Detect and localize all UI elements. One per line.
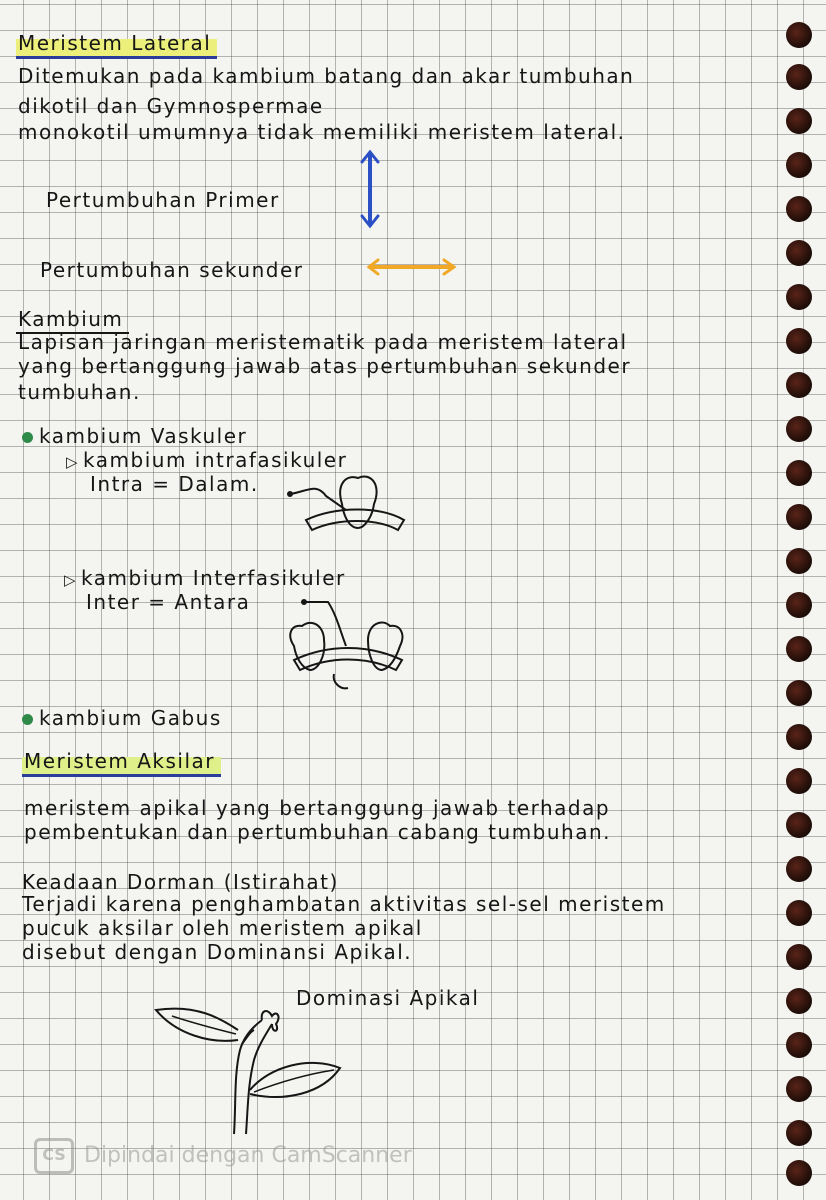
binder-hole — [786, 460, 812, 486]
binder-hole — [786, 988, 812, 1014]
binder-hole — [786, 812, 812, 838]
binder-hole — [786, 1160, 812, 1186]
text-line: monokotil umumnya tidak memiliki meristem lateral. — [18, 120, 626, 144]
binder-hole — [786, 372, 812, 398]
horizontal-arrow-icon — [366, 256, 458, 278]
binder-hole — [786, 1076, 812, 1102]
text-line: tumbuhan. — [18, 380, 141, 404]
text-line: Lapisan jaringan meristematik pada meristem lateral — [18, 330, 628, 354]
heading-kambium: Kambium — [16, 306, 129, 334]
label-primary-growth: Pertumbuhan Primer — [46, 188, 280, 212]
binder-hole — [786, 152, 812, 178]
sub-item-label: kambium intrafasikuler — [83, 448, 348, 472]
text-line: disebut dengan Dominansi Apikal. — [22, 940, 413, 964]
sub-item-label: kambium Interfasikuler — [81, 566, 346, 590]
binder-holes — [766, 0, 826, 1200]
binder-hole — [786, 1120, 812, 1146]
text-line: meristem apikal yang bertanggung jawab terhadap — [24, 796, 611, 820]
binder-hole — [786, 724, 812, 750]
binder-hole — [786, 768, 812, 794]
text-line: dikotil dan Gymnospermae — [18, 94, 324, 118]
binder-hole — [786, 416, 812, 442]
heading-meristem-aksilar: Meristem Aksilar — [22, 748, 221, 777]
binder-hole — [786, 1032, 812, 1058]
binder-hole — [786, 504, 812, 530]
bullet-kambium-gabus — [22, 706, 222, 730]
triangle-right-icon: ▷ — [66, 453, 80, 471]
bullet-label: kambium Vaskuler — [39, 424, 248, 448]
bullet-dot-icon — [22, 432, 33, 443]
interfascicular-cambium-diagram — [280, 594, 412, 694]
binder-hole — [786, 240, 812, 266]
camscanner-watermark — [34, 1138, 412, 1174]
text-line: pembentukan dan pertumbuhan cabang tumbuhan. — [24, 820, 612, 844]
binder-hole — [786, 636, 812, 662]
text-line: yang bertanggung jawab atas pertumbuhan sekunder — [18, 354, 632, 378]
bullet-dot-icon — [22, 714, 33, 725]
bullet-kambium-vaskuler — [22, 424, 247, 448]
text-line: Terjadi karena penghambatan aktivitas sel-sel meristem — [22, 892, 666, 916]
binder-hole — [786, 284, 812, 310]
figure-label-dominasi-apikal: Dominasi Apikal — [296, 986, 480, 1010]
binder-hole — [786, 22, 812, 48]
binder-hole — [786, 944, 812, 970]
binder-hole — [786, 680, 812, 706]
binder-hole — [786, 64, 812, 90]
heading-meristem-lateral: Meristem Lateral — [16, 30, 217, 59]
text-line: pucuk aksilar oleh meristem apikal — [22, 916, 423, 940]
binder-hole — [786, 548, 812, 574]
binder-hole — [786, 856, 812, 882]
definition-intra: Intra = Dalam. — [90, 472, 259, 496]
vertical-arrow-icon — [356, 148, 384, 232]
binder-hole — [786, 196, 812, 222]
dorman-title: Keadaan Dorman (Istirahat) — [22, 870, 339, 894]
triangle-right-icon: ▷ — [64, 571, 78, 589]
binder-hole — [786, 900, 812, 926]
plant-sketch-diagram — [150, 994, 350, 1134]
binder-hole — [786, 328, 812, 354]
label-secondary-growth: Pertumbuhan sekunder — [40, 258, 304, 282]
bullet-label: kambium Gabus — [39, 706, 222, 730]
intrafascicular-cambium-diagram — [286, 470, 416, 546]
text-line: Ditemukan pada kambium batang dan akar tumbuhan — [18, 64, 635, 88]
binder-hole — [786, 592, 812, 618]
definition-inter: Inter = Antara — [86, 590, 251, 614]
camscanner-logo-icon: CS — [34, 1138, 74, 1174]
sub-item-interfasikuler — [64, 566, 346, 592]
watermark-text: Dipindai dengan CamScanner — [84, 1143, 412, 1168]
binder-hole — [786, 108, 812, 134]
